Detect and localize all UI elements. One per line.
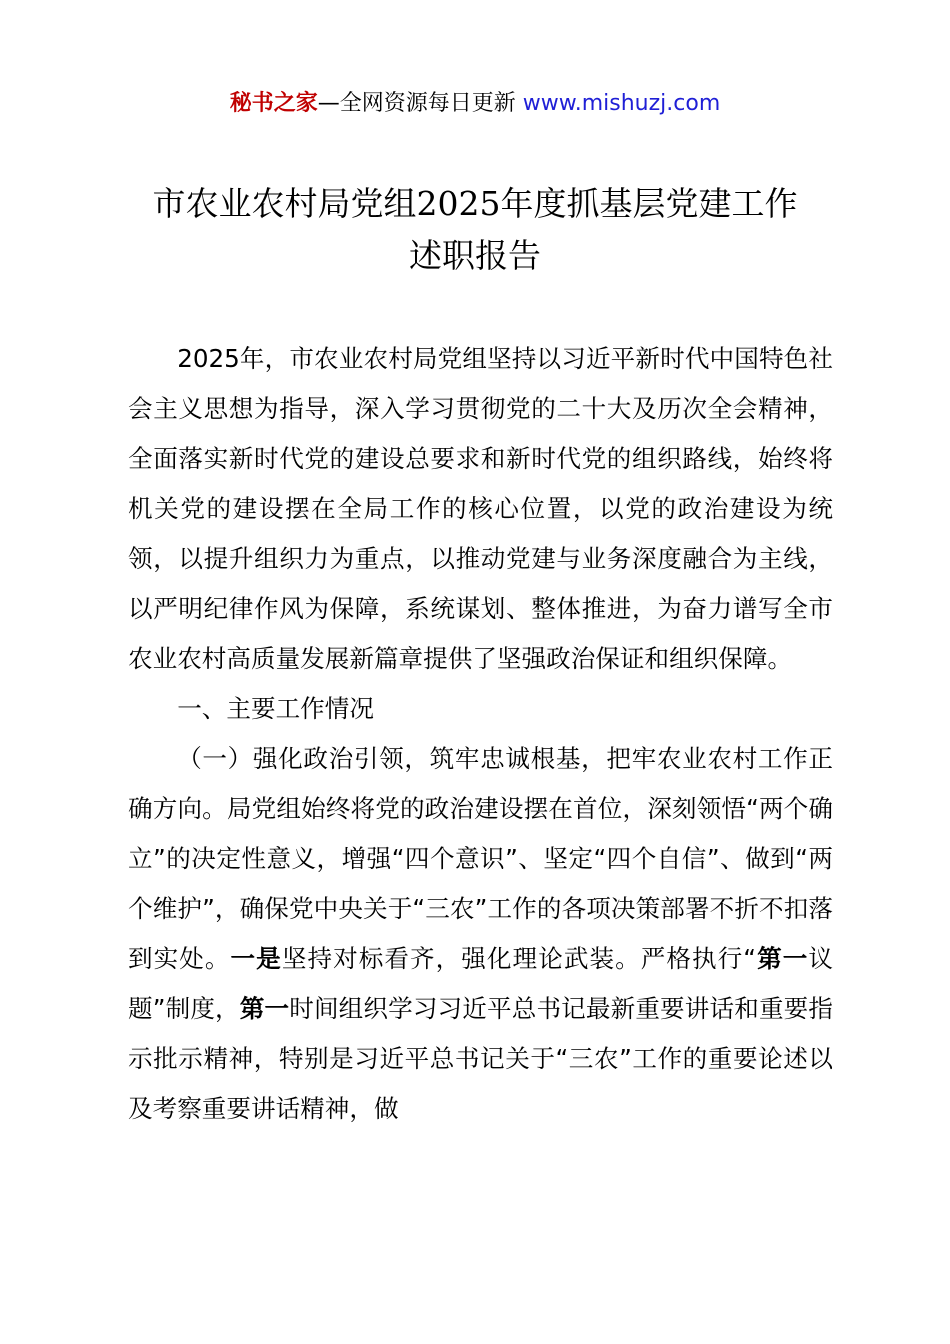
intro-paragraph: 2025年，市农业农村局党组坚持以习近平新时代中国特色社会主义思想为指导，深入学习贯彻党的二十大及历次全会精神，全面落实新时代党的建设总要求和新时代党的组织路线，始终将机关党的建设摆在全局工作的核心位置，以党的政治建设为统领，以提升组织力为重点，以推动党建与业务深度融合为主线，以严明纪律作风为保障，系统谋划、整体推进，为奋力谱写全市农业农村高质量发展新篇章提供了坚强政治保证和组织保障。 — [128, 344, 833, 673]
s1p1-text-part1: （一）强化政治引领，筑牢忠诚根基，把牢农业农村工作正确方向。局党组始终将党的政治建设摆在首位，深刻领悟“两个确立”的决定性意义，增强“四个意识”、坚定“四个自信”、做到“两个维护”，确保党中央关于“三农”工作的各项决策部署不折不扣落到实处。 — [128, 744, 833, 973]
site-header-banner — [0, 88, 950, 120]
title-line-2: 述职报告 — [409, 236, 541, 275]
document-title — [0, 178, 950, 282]
s1p1-bold-diyi-2: 第一 — [239, 994, 290, 1023]
s1p1-text-part3: 议题”制度， — [128, 944, 833, 1023]
s1p1-bold-diyi-1: 第一 — [756, 944, 809, 973]
header-tagline: —全网资源每日更新 — [317, 91, 523, 116]
section1-paragraph-1 — [128, 734, 833, 1134]
title-line-1: 市农业农村局党组2025年度抓基层党建工作 — [152, 184, 798, 223]
document-body — [128, 334, 833, 1134]
s1p1-bold-yishi: 一是 — [230, 944, 282, 973]
brand-name: 秘书之家 — [229, 91, 318, 116]
section-heading-main-work: 一、主要工作情况 — [177, 694, 374, 723]
s1p1-text-part4: 时间组织学习习近平总书记最新重要讲话和重要指示批示精神，特别是习近平总书记关于“三农”工作的重要论述以及考察重要讲话精神，做 — [128, 994, 833, 1123]
site-url-link[interactable]: www.mishuzj.com — [522, 91, 721, 116]
s1p1-text-part2: 坚持对标看齐，强化理论武装。严格执行“ — [281, 944, 757, 973]
